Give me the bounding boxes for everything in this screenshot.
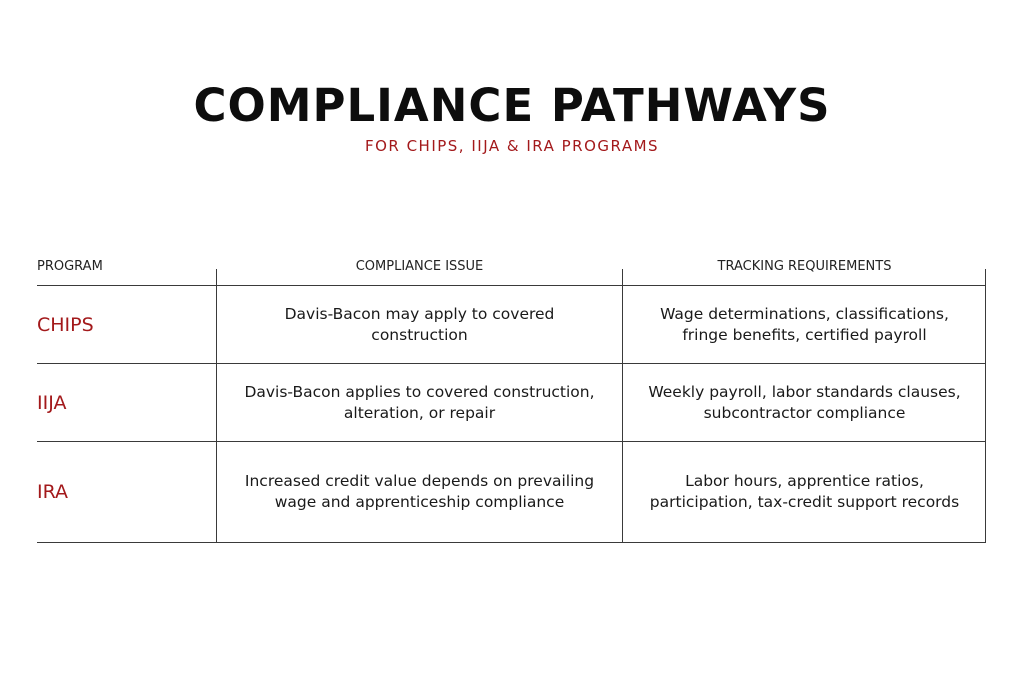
- tracking-requirements-cell: Wage determinations, classifications, fringe benefits, certified payroll: [660, 304, 949, 344]
- tracking-requirements-cell: Weekly payroll, labor standards clauses, subcontractor compliance: [648, 382, 961, 422]
- program-name: IRA: [37, 481, 69, 503]
- column-header-program: PROGRAM: [37, 259, 103, 274]
- table-row: [37, 286, 986, 363]
- column-header-tracking-requirements: TRACKING REQUIREMENTS: [717, 259, 892, 274]
- table-row: [37, 442, 986, 542]
- row-divider: [37, 542, 986, 543]
- compliance-issue-cell: Davis-Bacon may apply to covered construction: [284, 304, 555, 344]
- tracking-requirements-cell: Labor hours, apprentice ratios, participation, tax-credit support records: [649, 472, 960, 511]
- compliance-issue-cell: Increased credit value depends on prevailing wage and apprenticeship compliance: [244, 472, 595, 511]
- compliance-issue-cell: Davis-Bacon applies to covered construction, alteration, or repair: [244, 382, 595, 422]
- program-name: CHIPS: [37, 313, 94, 336]
- page-subtitle: FOR CHIPS, IIJA & IRA PROGRAMS: [364, 137, 660, 155]
- program-name: IIJA: [37, 391, 67, 414]
- column-header-compliance-issue: COMPLIANCE ISSUE: [355, 259, 484, 274]
- compliance-table: [37, 255, 986, 543]
- page-title: COMPLIANCE PATHWAYS: [193, 79, 831, 132]
- table-row: [37, 364, 986, 441]
